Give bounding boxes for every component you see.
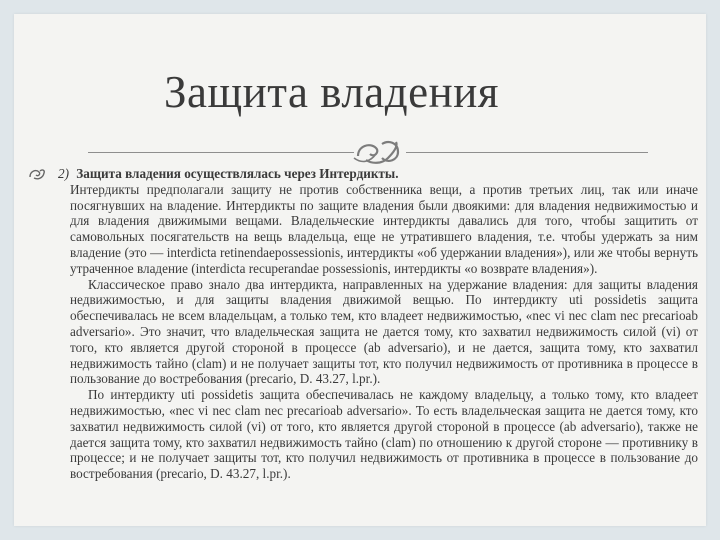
paragraph-3: По интердикту uti possidetis защита обеспечивалась не каждому владельцу, а только тому, кто владеет недвижимостью, «nec vi nec clam nec precarioab adversario». То есть владельческая защита не дается тому, кто захватил недвижимость силой (vi) от того, кто является другой стороной в процессе (ab adversario), также не дается защита тому, кто захватил недвижимость тайно (clam) по отношению к другой стороне — противнику в процессе; и не получает защиты тот, кто получил недвижимость от противника в процессе в пользование до востребования (precario, D. 43.27, l.pr.).: [70, 387, 698, 482]
slide: [14, 14, 706, 526]
item-number: 2): [58, 166, 69, 181]
lead-line: [58, 166, 698, 182]
scroll-ornament-icon: [352, 138, 404, 168]
lead-heading: Защита владения осуществлялась через Интердикты.: [76, 166, 399, 181]
slide-body: [58, 166, 698, 482]
title-rule-left: [88, 152, 354, 153]
slide-title: Защита владения: [164, 67, 500, 117]
paragraph-1: Интердикты предполагали защиту не против собственника вещи, а против третьих лиц, так или иначе посягнувших на владение. Интердикты по защите владения были двоякими: для владения недвижимостью и для владения движимыми вещами. Владельческие интердикты давались для того, чтобы защитить от самовольных посягательств на вещь владельца, еще не утратившего владения, т.е. чтобы удержать за ним владение (это — interdicta retinendaepossessionis, интердикты «об удержании владения»), или же чтобы вернуть утраченное владение (interdicta recuperandae possessionis, интердикты «о возврате владения»).: [70, 181, 698, 276]
title-rule-right: [406, 152, 648, 153]
scroll-bullet-icon: [28, 168, 46, 180]
paragraph-2: Классическое право знало два интердикта, направленных на удержание владения: для защиты владения недвижимостью, и для защиты владения движимой вещью. По интердикту uti possidetis защита обеспечивалась не всем владельцам, а только тем, кто владеет недвижимостью, «nec vi nec clam nec precarioab adversario». Это значит, что владельческая защита не дается тому, кто захватил недвижимость силой (vi) от того, кто является другой стороной в процессе (ab adversario), и не дается, защита тому, кто захватил недвижимость тайно (clam) и не получает защиты тот, кто получил недвижимость от противника в процессе в пользование до востребования (precario, D. 43.27, l.pr.).: [70, 276, 698, 387]
